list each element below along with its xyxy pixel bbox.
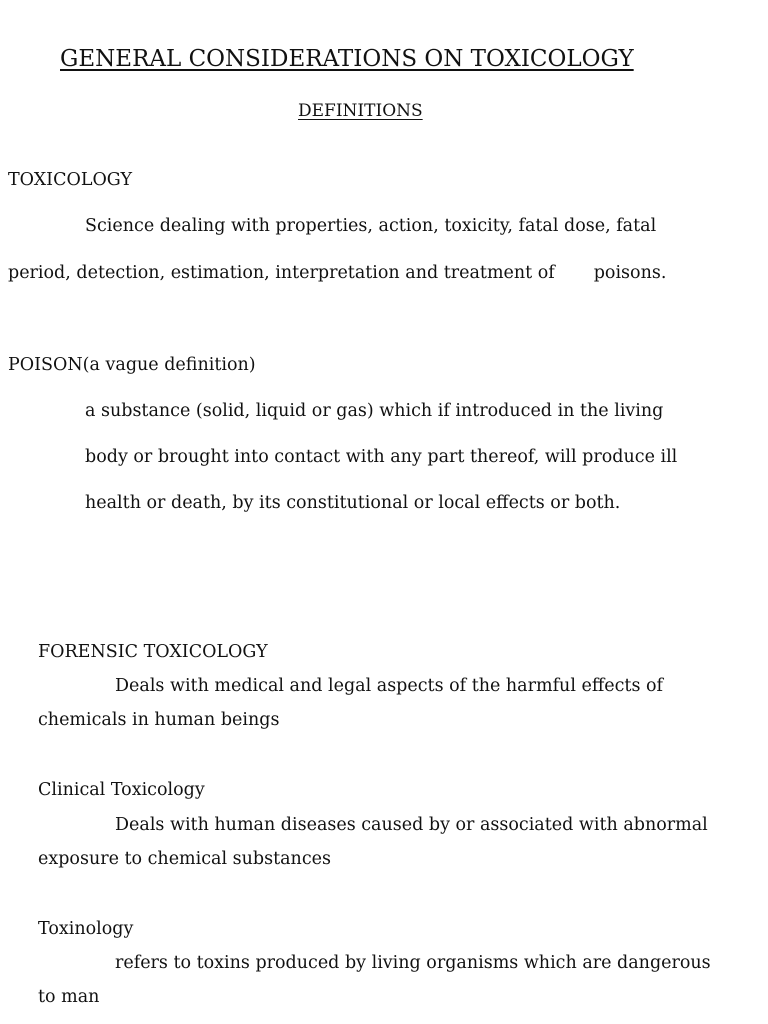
clinical-toxicology-line-1: Deals with human diseases caused by or associated with abnormal xyxy=(115,815,708,835)
clinical-toxicology-heading: Clinical Toxicology xyxy=(38,780,205,800)
toxicology-definition-line-2: period, detection, estimation, interpretation and treatment of poisons. xyxy=(8,263,667,283)
poison-definition-line-2: body or brought into contact with any part thereof, will produce ill xyxy=(85,447,678,467)
toxicology-definition-line-1: Science dealing with properties, action, toxicity, fatal dose, fatal xyxy=(85,216,657,236)
poison-definition-line-1: a substance (solid, liquid or gas) which if introduced in the living xyxy=(85,401,664,421)
forensic-toxicology-heading: FORENSIC TOXICOLOGY xyxy=(38,642,268,662)
poison-heading: POISON(a vague definition) xyxy=(8,355,256,375)
forensic-toxicology-line-2: chemicals in human beings xyxy=(38,710,280,730)
definitions-subtitle: DEFINITIONS xyxy=(298,101,423,121)
toxicology-heading: TOXICOLOGY xyxy=(8,170,133,190)
toxinology-line-1: refers to toxins produced by living organisms which are dangerous xyxy=(115,953,711,973)
clinical-toxicology-line-2: exposure to chemical substances xyxy=(38,849,331,869)
forensic-toxicology-line-1: Deals with medical and legal aspects of the harmful effects of xyxy=(115,676,664,696)
toxinology-heading: Toxinology xyxy=(38,919,134,939)
toxinology-line-2: to man xyxy=(38,987,100,1007)
poison-definition-line-3: health or death, by its constitutional or local effects or both. xyxy=(85,493,621,513)
document-title: GENERAL CONSIDERATIONS ON TOXICOLOGY xyxy=(60,46,634,72)
